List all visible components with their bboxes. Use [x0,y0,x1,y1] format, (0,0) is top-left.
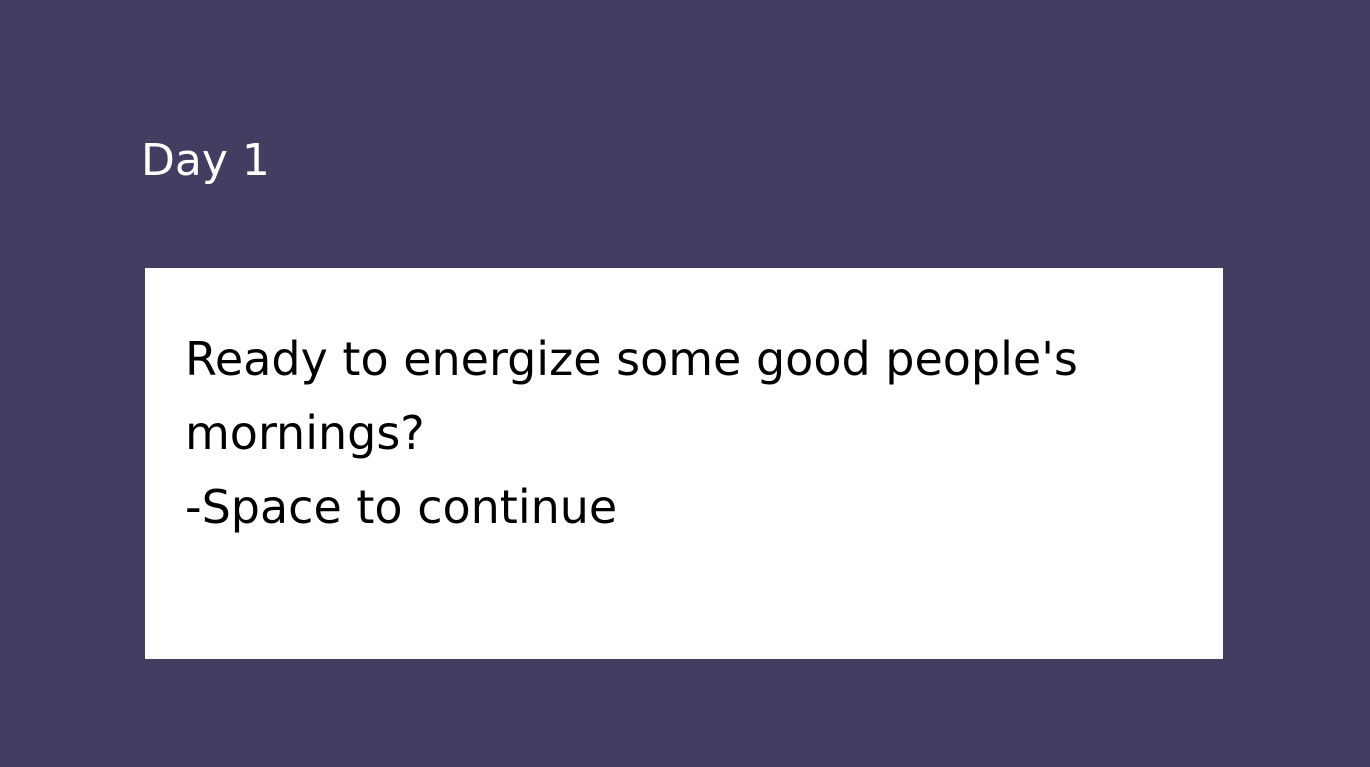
dialog-line: mornings? [185,406,425,460]
dialog-box[interactable] [145,268,1223,659]
continue-prompt: -Space to continue [185,480,618,534]
dialog-line: Ready to energize some good people's [185,332,1078,386]
day-title: Day 1 [141,135,270,186]
